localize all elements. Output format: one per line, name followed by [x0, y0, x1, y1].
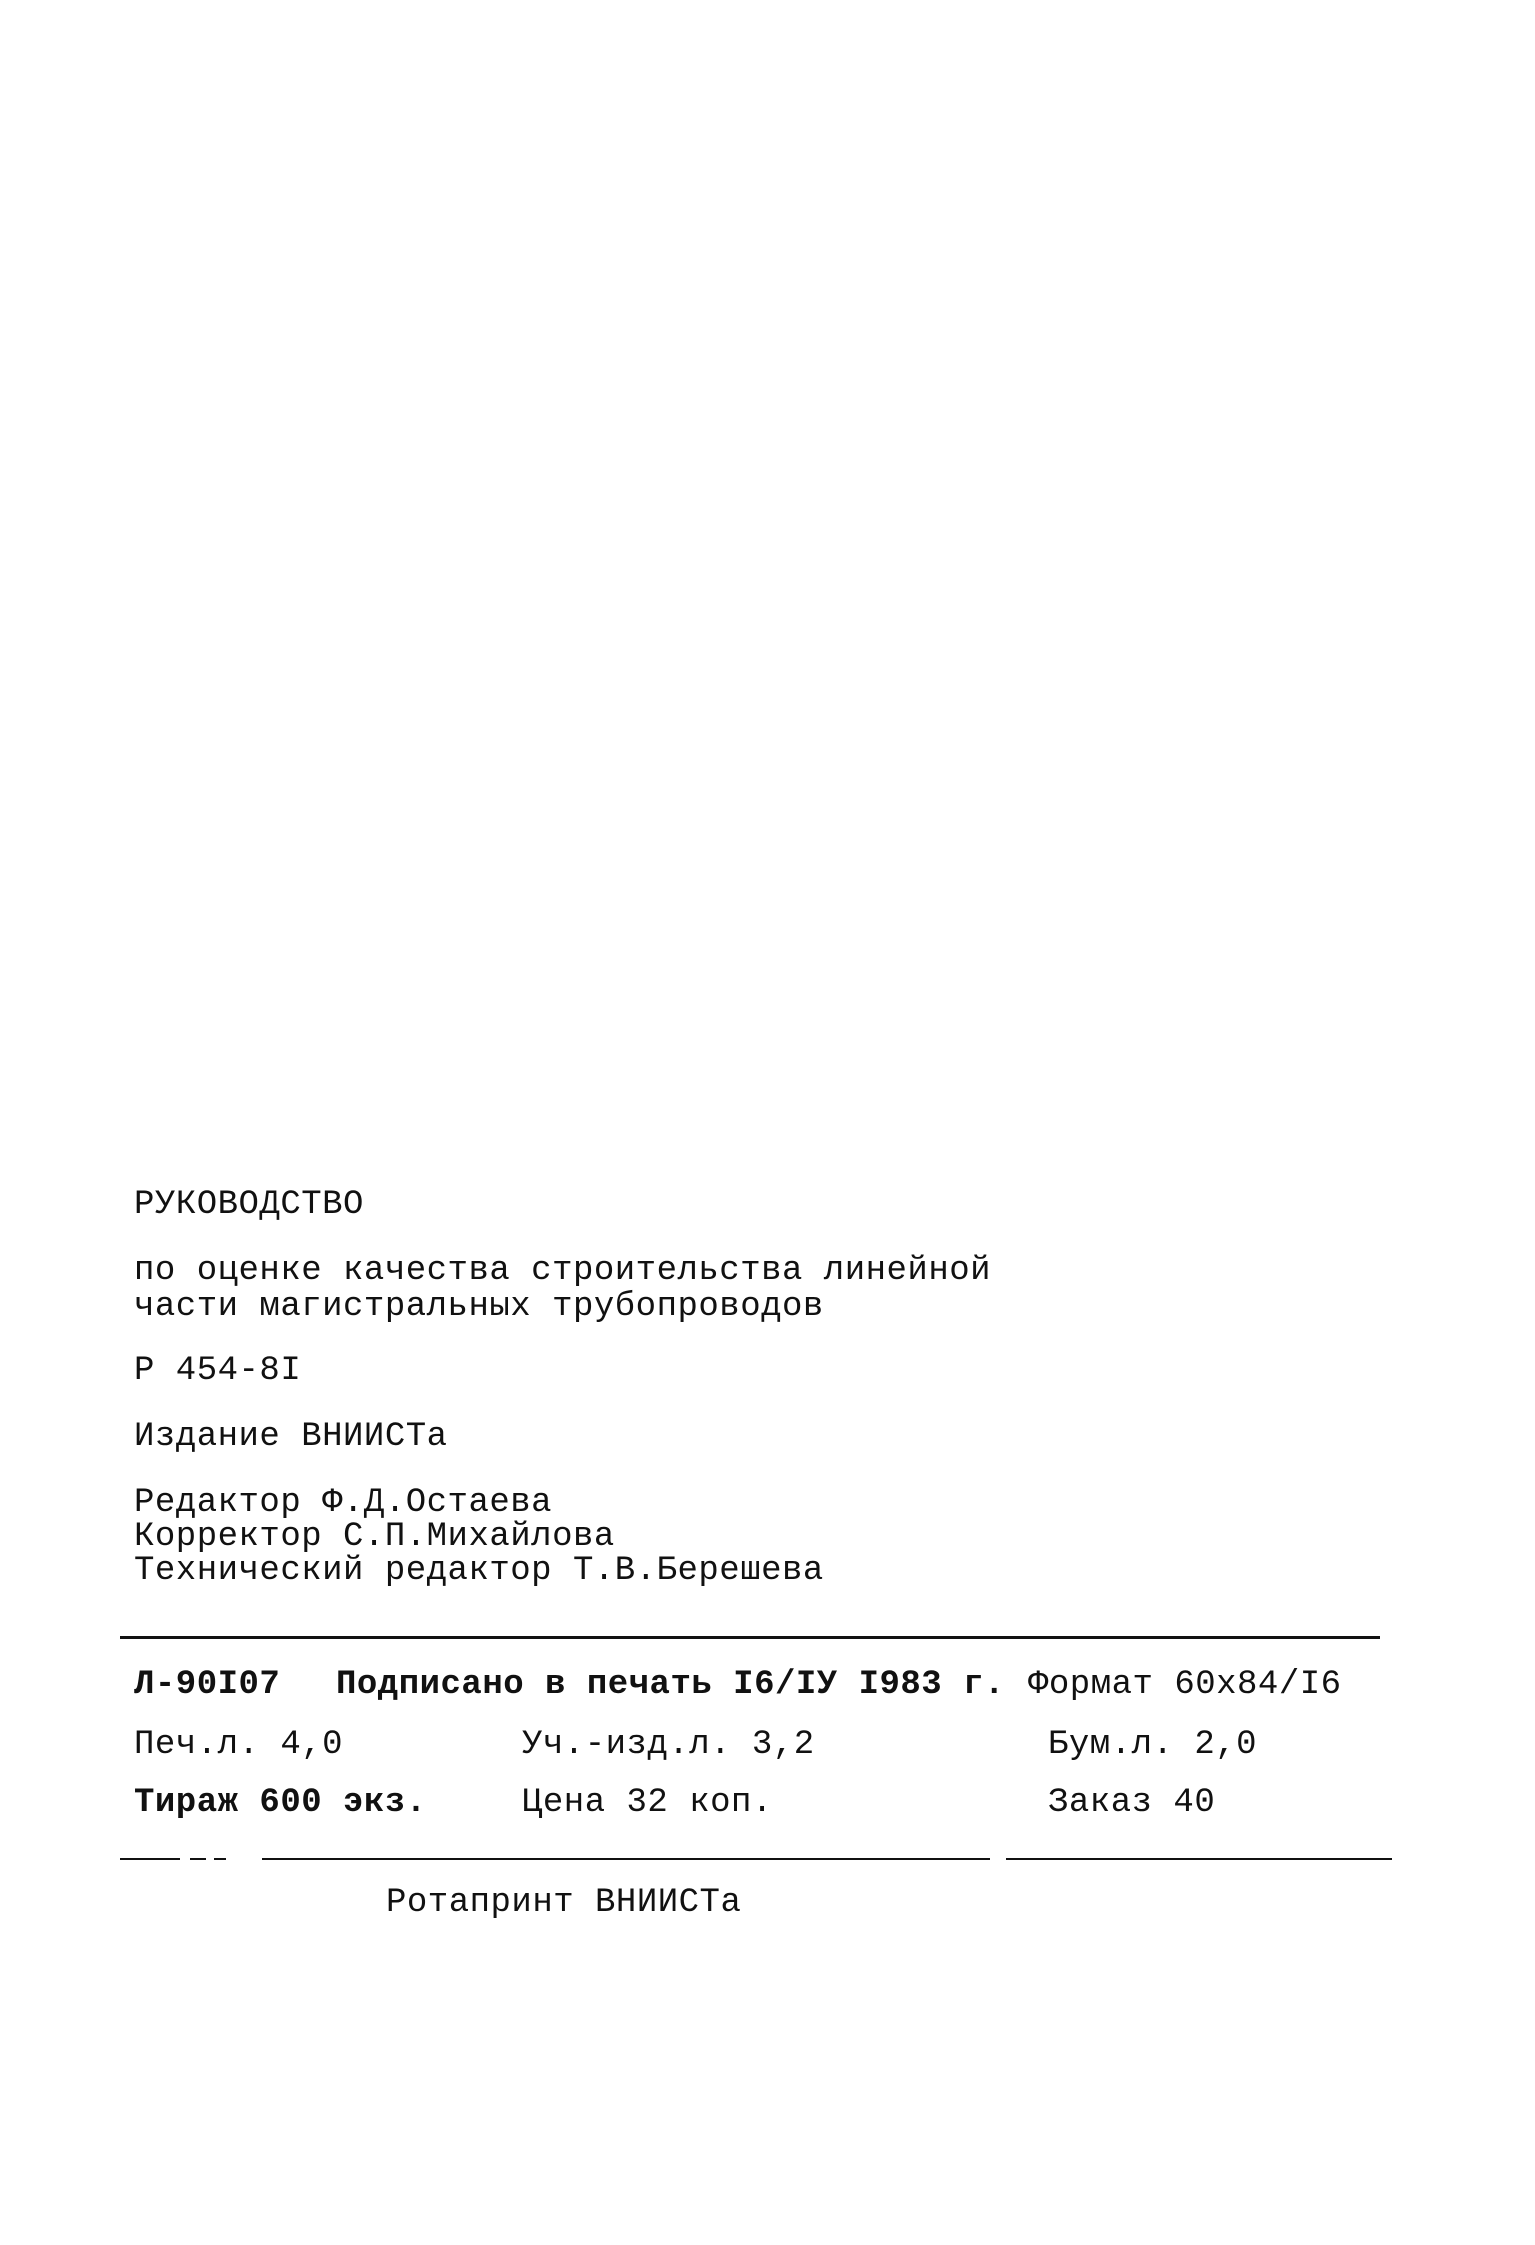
tech-editor-credit: Технический редактор Т.В.Берешева — [134, 1552, 824, 1590]
bottom-divider-dash-1 — [120, 1858, 180, 1860]
top-divider — [120, 1636, 1380, 1639]
document-title: РУКОВОДСТВО — [134, 1186, 364, 1224]
subtitle-line-2: части магистральных трубопроводов — [134, 1288, 824, 1326]
bottom-divider-right — [1006, 1858, 1392, 1860]
paper-format: Формат 60х84/I6 — [1028, 1666, 1342, 1704]
printer-line: Ротапринт ВНИИСТа — [386, 1884, 742, 1922]
publication-sheets: Уч.-изд.л. 3,2 — [522, 1726, 815, 1764]
editor-credit: Редактор Ф.Д.Остаева — [134, 1484, 553, 1522]
bottom-divider-dash-2 — [190, 1858, 206, 1860]
paper-sheets: Бум.л. 2,0 — [1048, 1726, 1258, 1764]
bottom-divider-dash-3 — [214, 1858, 226, 1860]
signed-for-print: Подписано в печать I6/IУ I983 г. — [336, 1666, 1005, 1704]
price: Цена 32 коп. — [522, 1784, 773, 1822]
imprint-number: Л-90I07 — [134, 1666, 281, 1704]
print-sheets: Печ.л. 4,0 — [134, 1726, 344, 1764]
proofreader-credit: Корректор С.П.Михайлова — [134, 1518, 615, 1556]
bottom-divider-main — [262, 1858, 990, 1860]
subtitle-line-1: по оценке качества строительства линейной — [134, 1252, 992, 1290]
print-run: Тираж 600 экз. — [134, 1784, 427, 1822]
order-number: Заказ 40 — [1048, 1784, 1216, 1822]
publisher-line: Издание ВНИИСТа — [134, 1418, 448, 1456]
document-code: Р 454-8I — [134, 1352, 302, 1390]
